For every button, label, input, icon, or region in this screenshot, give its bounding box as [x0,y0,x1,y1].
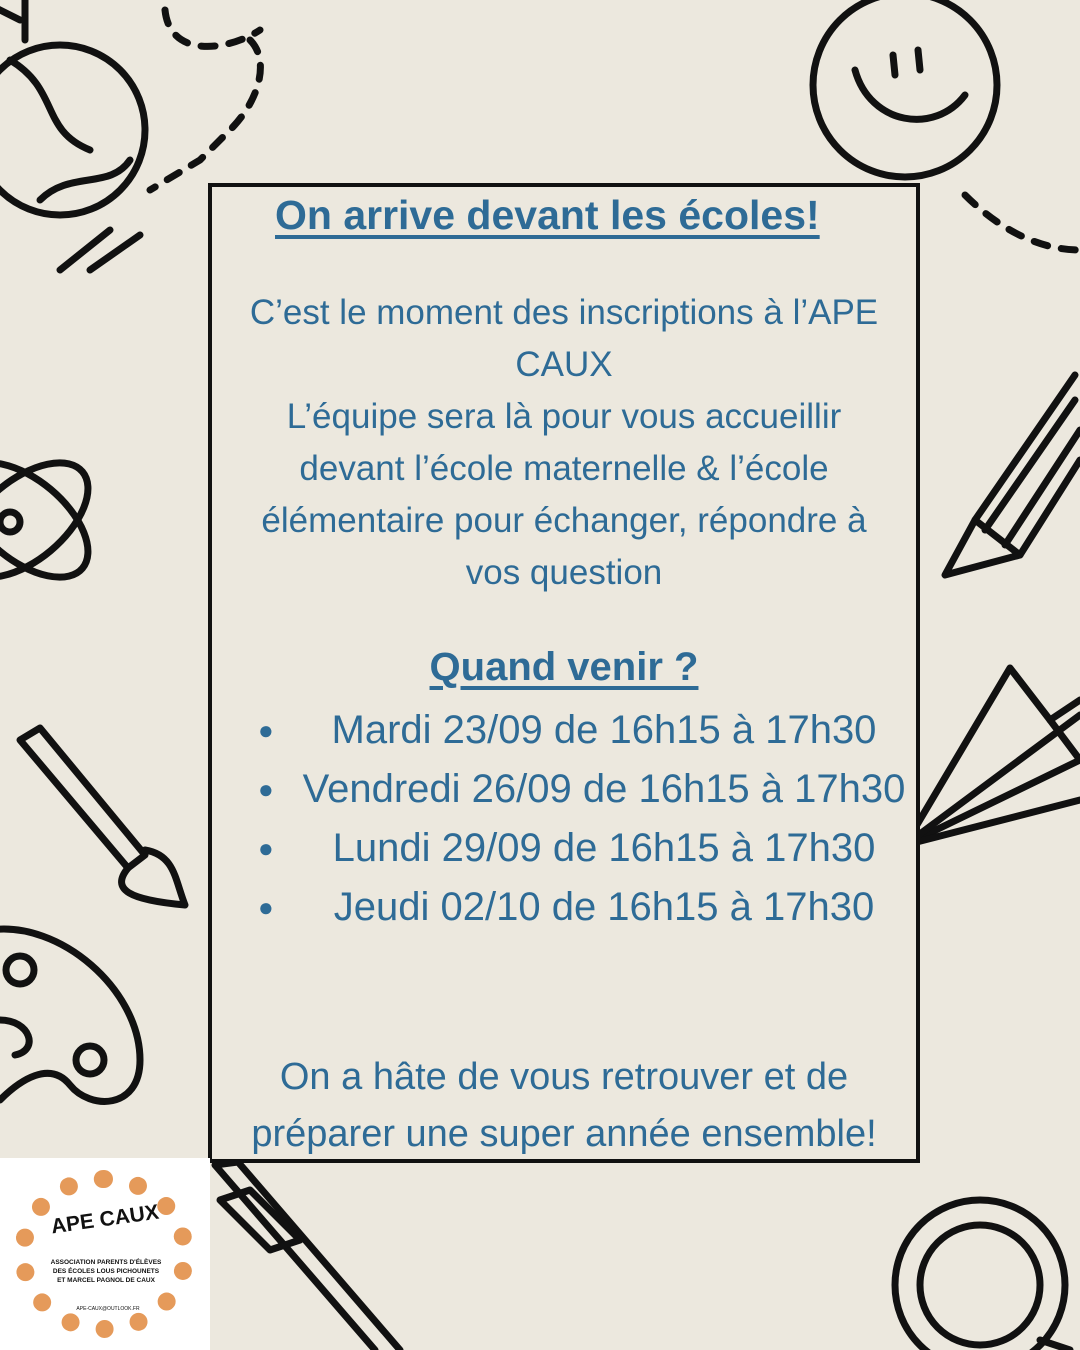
bullet-icon: ● [258,833,274,863]
palette-icon [0,929,140,1101]
logo-ring [14,1170,194,1338]
paper-plane-icon [905,668,1080,845]
page-title: On arrive devant les écoles! [275,192,820,238]
intro-line: CAUX [515,345,613,384]
logo-subtitle: ASSOCIATION PARENTS D'ÉLÈVES DES ÉCOLES LOUS PICHOUNETS ET MARCEL PAGNOL DE CAUX [50,1259,162,1284]
book-icon [215,1162,400,1350]
date-item: ● Lundi 29/09 de 16h15 à 17h30 [252,819,906,878]
intro-line: vos question [465,553,663,592]
pencil-icon [945,375,1080,575]
ape-caux-logo [0,1158,210,1350]
bullet-icon: ● [258,715,274,745]
when-heading: Quand venir ? [429,645,699,689]
outro-line: préparer une super année ensemble! [251,1113,877,1155]
date-item: ● Vendredi 26/09 de 16h15 à 17h30 [252,760,906,819]
logo-name: APE CAUX [49,1200,161,1239]
paintbrush-icon [20,728,185,905]
intro-line: C’est le moment des inscriptions à l’APE [249,293,879,332]
intro-line: L’équipe sera là pour vous accueillir [286,397,842,436]
date-item: ● Jeudi 02/10 de 16h15 à 17h30 [252,878,906,937]
intro-line: élémentaire pour échanger, répondre à [261,501,867,540]
bullet-icon: ● [258,774,274,804]
date-item: ● Mardi 23/09 de 16h15 à 17h30 [252,701,906,760]
bullet-icon: ● [258,892,274,922]
info-card [208,183,920,1163]
intro-text [212,287,916,599]
logo-email: APE-CAUX@OUTLOOK.FR [76,1306,140,1312]
atom-icon [0,441,108,599]
intro-line: devant l’école maternelle & l’école [299,449,829,488]
outro-line: On a hâte de vous retrouver et de [279,1056,849,1098]
magnifier-icon [895,1200,1070,1350]
dates-list [252,701,906,937]
outro-text [212,1049,916,1163]
